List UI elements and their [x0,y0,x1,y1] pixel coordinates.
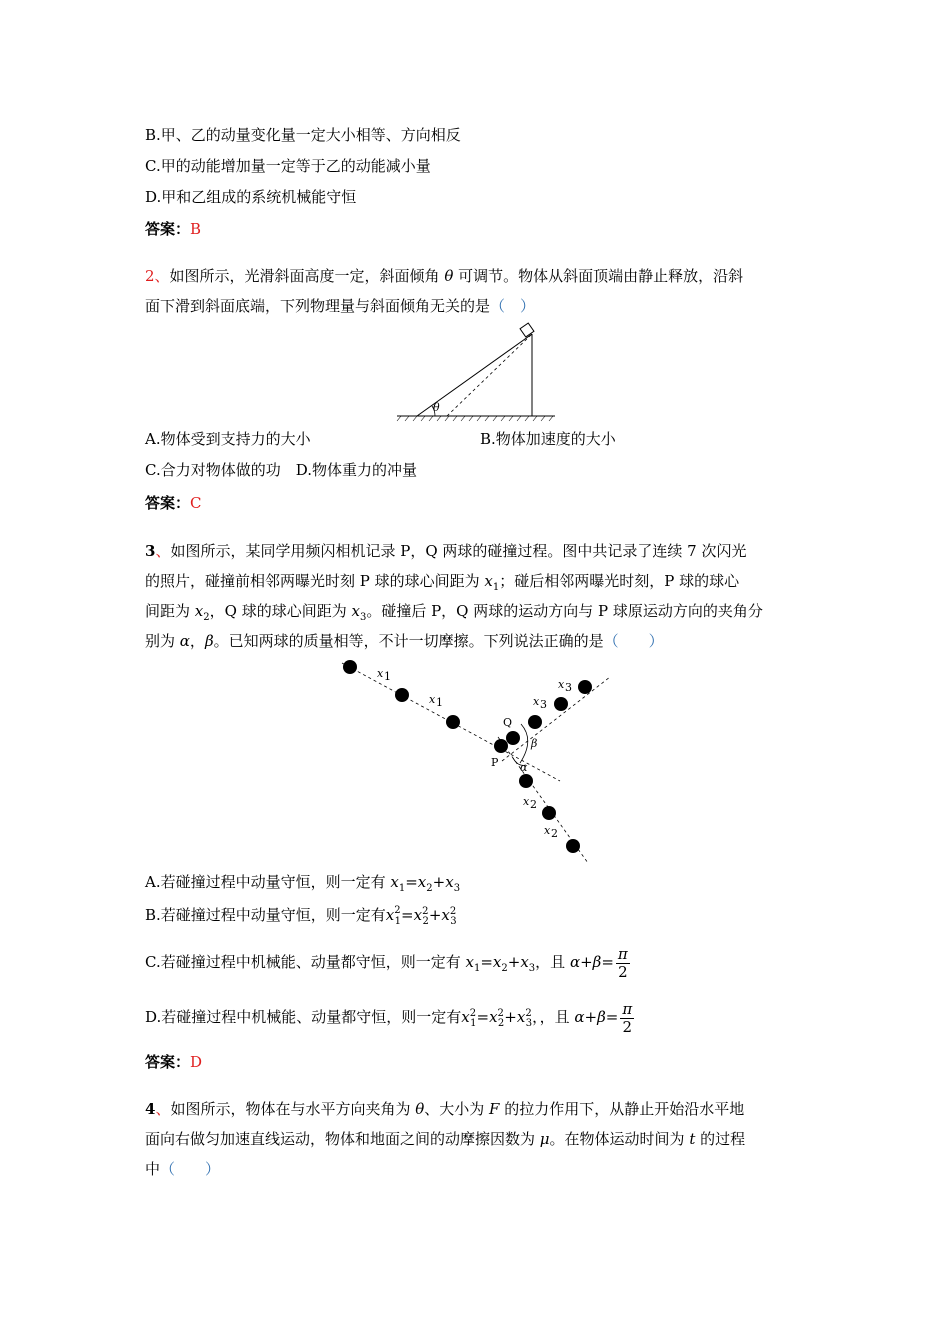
q2-stem-line2: 面下滑到斜面底端，下列物理量与斜面倾角无关的是（ ） [145,297,536,315]
svg-text:3: 3 [540,698,547,711]
x1-label-a [377,667,391,683]
incline-figure [395,320,565,425]
pi-over-2: $\frac{\pi}{2}$ [622,999,633,1036]
svg-text:x: x [429,693,436,706]
answer-label: 答案： [145,220,191,238]
q2-answer [145,493,202,513]
p-ball-before-1 [343,660,357,674]
svg-text:x: x [523,795,530,808]
p-ball-after-3 [566,839,580,853]
x3-label-a [533,695,547,711]
question-number: 4 [145,1100,156,1118]
q-ball-after-3 [578,680,592,694]
q2-option-b: B.物体加速度的大小 [480,430,616,448]
q-ball-after-2 [554,697,568,711]
svg-text:1: 1 [436,696,443,709]
p-ball-collision [494,739,508,753]
p-ball-before-3 [446,715,460,729]
q1-option-b: B.甲、乙的动量变化量一定大小相等、方向相反 [145,126,461,144]
theta-label: θ [433,401,440,414]
x1-label-b [429,693,443,709]
q3-stem-line1: 3、如图所示，某同学用频闪相机记录 P，Q 两球的碰撞过程。图中共记录了连续 7 次闪光 [145,542,747,560]
q4-stem-line2: 面向右做匀加速直线运动，物体和地面之间的动摩擦因数为 μ。在物体运动时间为 t 的过程 [145,1130,746,1148]
q3-option-b: B.若碰撞过程中动量守恒，则一定有$x^2_1=x^2_2+x^2_3$ [145,905,457,927]
q3-option-a: A.若碰撞过程中动量守恒，则一定有 $x_1=x_2+x_3$ [145,873,461,894]
svg-text:3: 3 [565,681,572,694]
collision-figure [330,655,620,865]
q1-option-c: C.甲的动能增加量一定等于乙的动能减小量 [145,157,431,175]
q3-option-c: C.若碰撞过程中机械能、动量都守恒，则一定有 $x_1=x_2+x_3$，且 α+β= $\frac{\pi}{2}$ [145,944,628,981]
q3-stem-line2: 的照片，碰撞前相邻两曝光时刻 P 球的球心间距为 $x_1$；碰后相邻两曝光时刻，P 球的球心 [145,572,740,593]
svg-text:x: x [544,824,551,837]
alpha-label: α [520,761,528,774]
svg-text:x: x [533,695,540,708]
svg-text:x: x [377,667,384,680]
q4-stem-line3: 中（ ） [145,1160,221,1178]
svg-text:2: 2 [551,827,558,840]
answer-blank: （ ） [603,632,664,650]
q-ball-after-1 [528,715,542,729]
svg-text:2: 2 [530,798,537,811]
beta-label: β [531,737,538,750]
x2-label-a [523,795,537,811]
q3-option-d: D.若碰撞过程中机械能、动量都守恒，则一定有$x^2_1=x^2_2+x^2_3$，，且 α+β= $\frac{\pi}{2}$ [145,999,633,1036]
svg-text:1: 1 [384,670,391,683]
q3-answer [145,1052,202,1072]
answer-value: C [190,494,202,512]
x3-label-b [558,678,572,694]
q1-answer [145,219,201,239]
answer-blank: （ ） [490,297,536,315]
q2-option-a: A.物体受到支持力的大小 [145,430,311,448]
q2-option-d: D.物体重力的冲量 [295,461,417,479]
q1-option-d: D.甲和乙组成的系统机械能守恒 [145,188,357,206]
q4-stem-line1: 4、如图所示，物体在与水平方向夹角为 θ、大小为 F 的拉力作用下，从静止开始沿水平地 [145,1100,745,1118]
q2-option-c: C.合力对物体做的功 [145,461,281,479]
answer-blank: （ ） [160,1160,221,1178]
q2-stem-line1: 2、如图所示，光滑斜面高度一定，斜面倾角 θ 可调节。物体从斜面顶端由静止释放，沿斜 [145,267,744,285]
answer-label: 答案： [145,1053,191,1071]
answer-value: D [190,1053,203,1071]
pi-over-2: $\frac{\pi}{2}$ [617,944,628,981]
q-ball-collision [506,731,520,745]
q3-stem-line3: 间距为 $x_2$，Q 球的球心间距为 $x_3$。碰撞后 P，Q 两球的运动方向与 P 球原运动方向的夹角分 [145,602,763,623]
answer-value: B [190,220,202,238]
p-ball-after-2 [542,806,556,820]
svg-text:x: x [558,678,565,691]
p-label: P [491,756,499,769]
x2-label-b [544,824,558,840]
question-number: 2、 [145,267,170,285]
p-ball-before-2 [395,688,409,702]
q3-stem-line4: 别为 α，β。已知两球的质量相等，不计一切摩擦。下列说法正确的是（ ） [145,632,664,650]
answer-label: 答案： [145,494,191,512]
q-label: Q [503,716,513,729]
q2-options-cd [145,460,417,480]
question-number: 3 [145,542,156,560]
p-ball-after-1 [519,774,533,788]
